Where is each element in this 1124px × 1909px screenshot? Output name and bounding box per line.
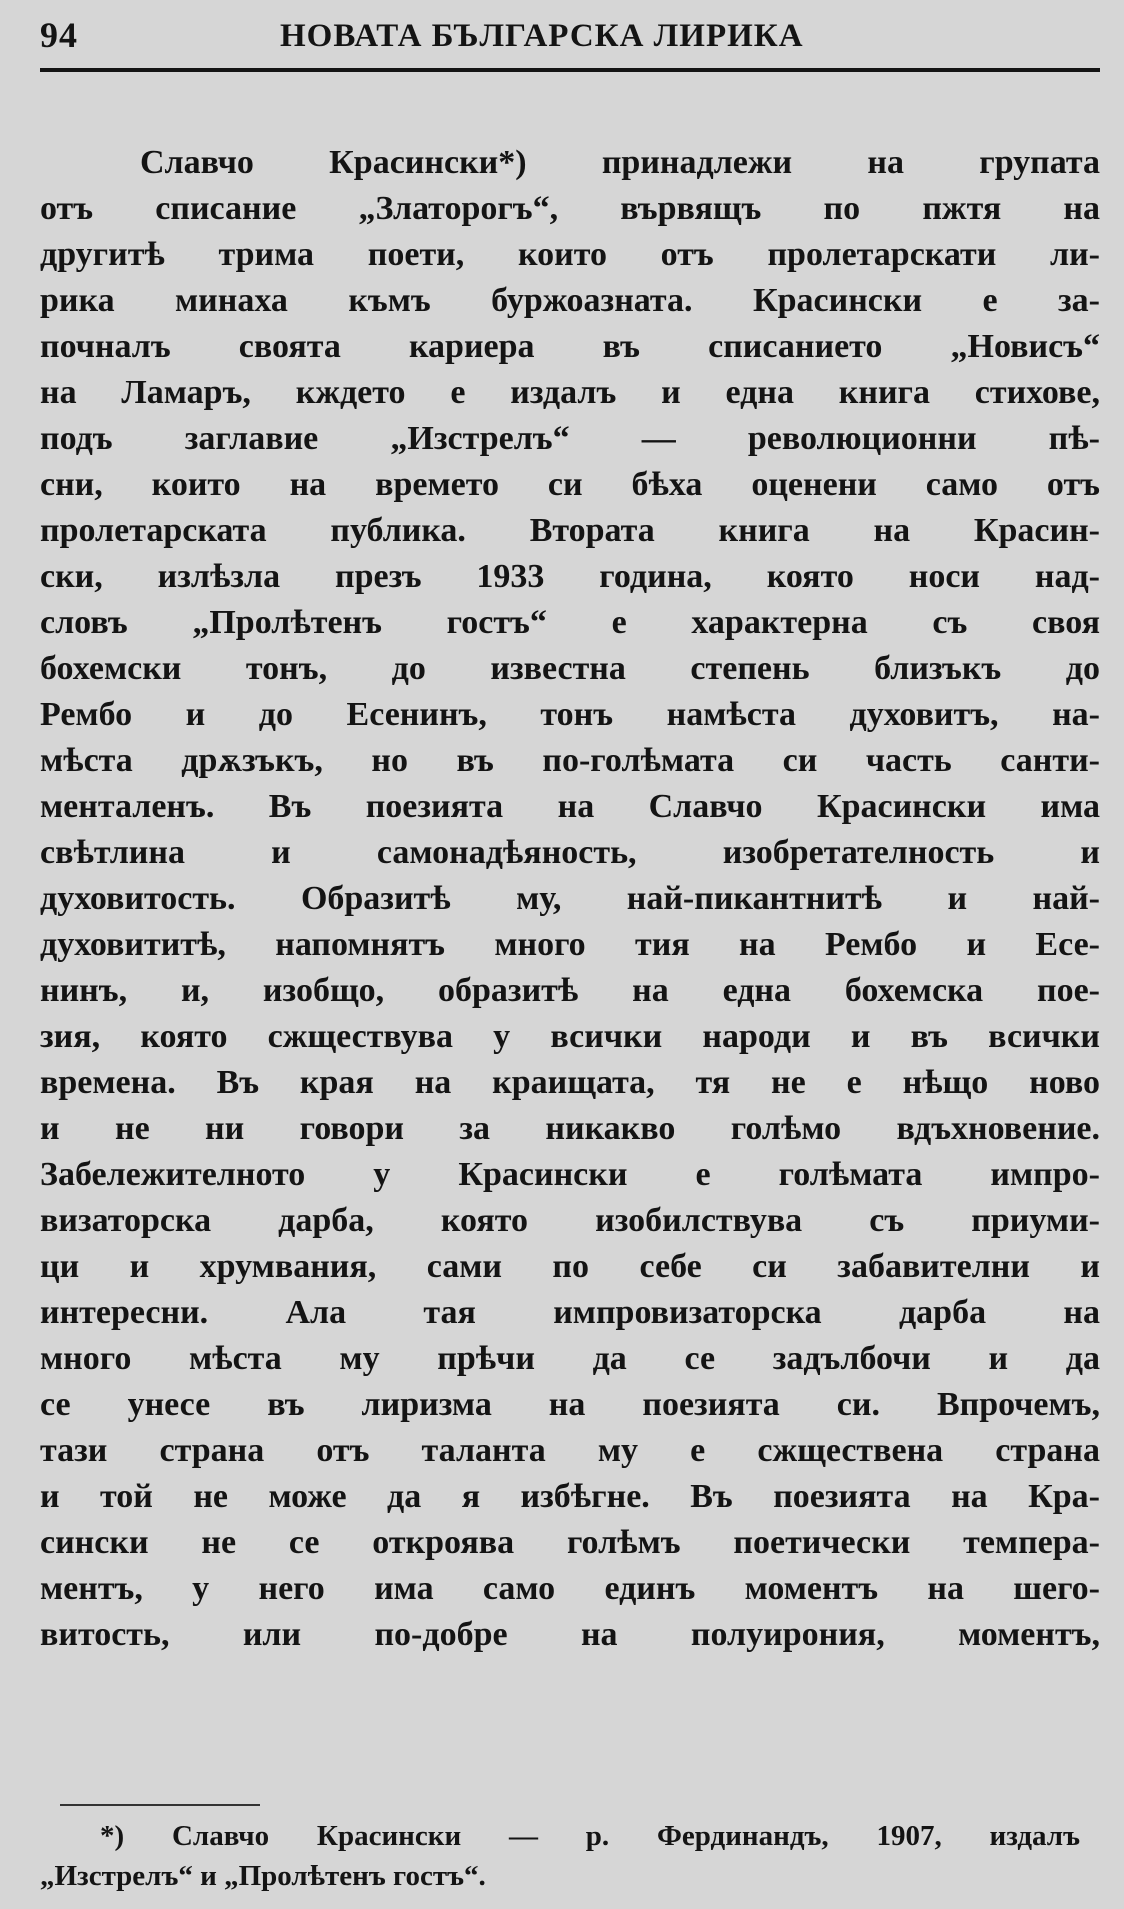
text-line: другитѣ трима поети, които отъ пролетарскати ли- bbox=[40, 236, 1100, 273]
text-line: ци и хрумвания, сами по себе си забавителни и bbox=[40, 1248, 1100, 1285]
text-line: свѣтлина и самонадѣяность, изобретателность и bbox=[40, 834, 1100, 871]
text-line: менталенъ. Въ поезията на Славчо Красински има bbox=[40, 788, 1100, 825]
text-line: много мѣста му прѣчи да се задълбочи и да bbox=[40, 1340, 1100, 1377]
text-line: пролетарската публика. Втората книга на Красин- bbox=[40, 512, 1100, 549]
text-line: подъ заглавие „Изстрелъ“ — революционни пѣ- bbox=[40, 420, 1100, 457]
text-line: времена. Въ края на краищата, тя не е нѣщо ново bbox=[40, 1064, 1100, 1101]
text-line: рика минаха къмъ буржоазната. Красински е за- bbox=[40, 282, 1100, 319]
text-line: Забележителното у Красински е голѣмата импро- bbox=[40, 1156, 1100, 1193]
text-line: нинъ, и, изобщо, образитѣ на една бохемска пое- bbox=[40, 972, 1100, 1009]
text-line: тази страна отъ таланта му е сжществена страна bbox=[40, 1432, 1100, 1469]
text-line: почналъ своята кариера въ списанието „Новисъ“ bbox=[40, 328, 1100, 365]
text-line: интересни. Ала тая импровизаторска дарба на bbox=[40, 1294, 1100, 1331]
text-line: и той не може да я избѣгне. Въ поезията на Кра- bbox=[40, 1478, 1100, 1515]
text-line: словъ „Пролѣтенъ гостъ“ е характерна съ своя bbox=[40, 604, 1100, 641]
page-number: 94 bbox=[40, 15, 78, 55]
running-head bbox=[40, 14, 1100, 64]
text-line: бохемски тонъ, до известна степень близъкъ до bbox=[40, 650, 1100, 687]
text-line: ски, излѣзла презъ 1933 година, която носи над- bbox=[40, 558, 1100, 595]
footnote-line: „Изстрелъ“ и „Пролѣтенъ гостъ“. bbox=[40, 1860, 486, 1892]
text-line: сински не се откроява голѣмъ поетически темпера- bbox=[40, 1524, 1100, 1561]
footnote bbox=[40, 1816, 1080, 1896]
text-line: духовитость. Образитѣ му, най-пикантнитѣ и най- bbox=[40, 880, 1100, 917]
text-line: Рембо и до Есенинъ, тонъ намѣста духовитъ, на- bbox=[40, 696, 1100, 733]
text-line: ментъ, у него има само единъ моментъ на шего- bbox=[40, 1570, 1100, 1607]
footnote-line: *) Славчо Красински — р. Фердинандъ, 1907, издалъ bbox=[100, 1820, 1080, 1852]
text-line: зия, която сжществува у всички народи и въ всички bbox=[40, 1018, 1100, 1055]
text-line: витость, или по-добре на полуирония, моментъ, bbox=[40, 1616, 1100, 1653]
text-line: на Ламаръ, кждето е издалъ и една книга стихове, bbox=[40, 374, 1100, 411]
text-line: сни, които на времето си бѣха оценени само отъ bbox=[40, 466, 1100, 503]
text-line: отъ списание „Златорогъ“, вървящъ по пжтя на bbox=[40, 190, 1100, 227]
text-line: духовититѣ, напомнятъ много тия на Рембо и Есе- bbox=[40, 926, 1100, 963]
text-line: и не ни говори за никакво голѣмо вдъхновение. bbox=[40, 1110, 1100, 1147]
header-rule bbox=[40, 68, 1100, 72]
text-line: се унесе въ лиризма на поезията си. Впрочемъ, bbox=[40, 1386, 1100, 1423]
footnote-rule bbox=[60, 1804, 260, 1806]
body-text bbox=[40, 140, 1100, 1658]
text-line: мѣста дрѫзъкъ, но въ по-голѣмата си часть санти- bbox=[40, 742, 1100, 779]
text-line: визаторска дарба, която изобилствува съ приуми- bbox=[40, 1202, 1100, 1239]
text-line: Славчо Красински*) принадлежи на групата bbox=[140, 144, 1100, 181]
running-title: НОВАТА БЪЛГАРСКА ЛИРИКА bbox=[280, 18, 804, 54]
